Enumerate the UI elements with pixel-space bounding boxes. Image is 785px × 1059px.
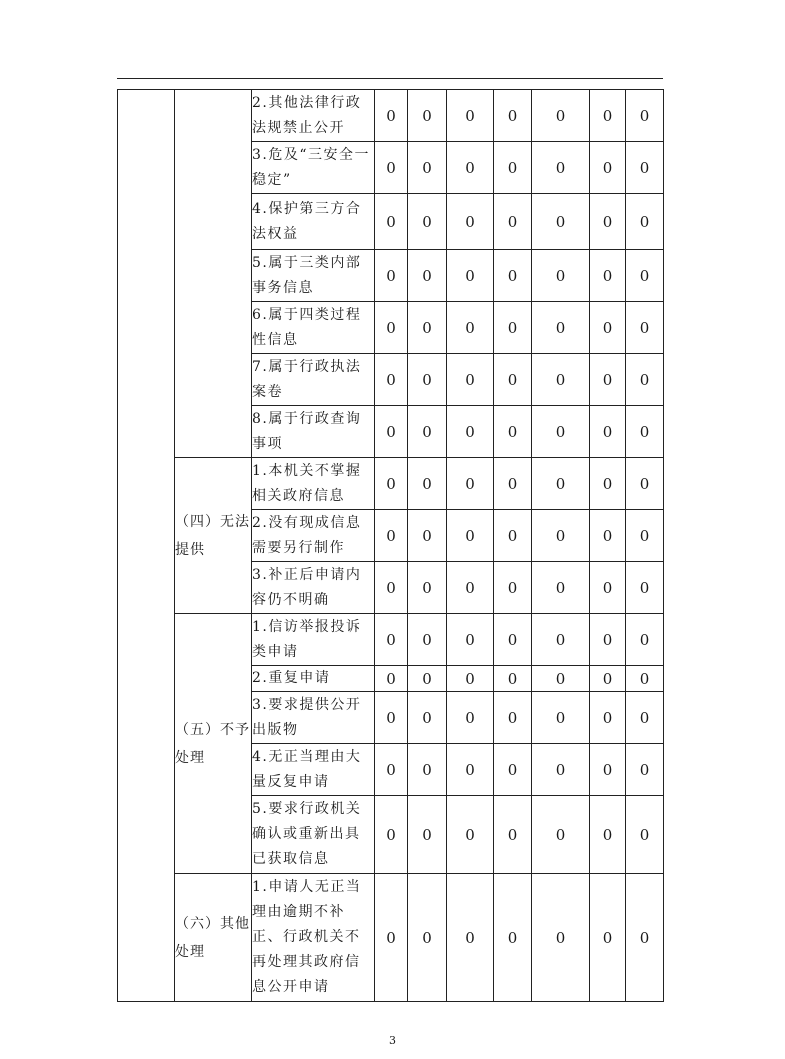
- value-cell: 0: [375, 406, 408, 458]
- value-cell: 0: [447, 666, 494, 692]
- value-cell: 0: [375, 692, 408, 744]
- value-cell: 0: [626, 90, 664, 142]
- row-label: 1.申请人无正当理由逾期不补正、行政机关不再处理其政府信息公开申请: [252, 874, 375, 1002]
- value-cell: 0: [408, 354, 447, 406]
- value-cell: 0: [408, 458, 447, 510]
- value-cell: 0: [590, 250, 626, 302]
- value-cell: 0: [494, 666, 532, 692]
- value-cell: 0: [532, 692, 590, 744]
- value-cell: 0: [408, 744, 447, 796]
- value-cell: 0: [408, 562, 447, 614]
- category-cell: （五）不予处理: [175, 614, 252, 874]
- row-label: 4.无正当理由大量反复申请: [252, 744, 375, 796]
- value-cell: 0: [494, 510, 532, 562]
- row-label: 6.属于四类过程性信息: [252, 302, 375, 354]
- value-cell: 0: [447, 458, 494, 510]
- value-cell: 0: [447, 250, 494, 302]
- value-cell: 0: [590, 874, 626, 1002]
- value-cell: 0: [494, 250, 532, 302]
- page-number: 3: [389, 1034, 396, 1047]
- value-cell: 0: [626, 510, 664, 562]
- row-label: 3.补正后申请内容仍不明确: [252, 562, 375, 614]
- value-cell: 0: [494, 142, 532, 194]
- value-cell: 0: [590, 142, 626, 194]
- category-cell: （六）其他处理: [175, 874, 252, 1002]
- value-cell: 0: [494, 562, 532, 614]
- value-cell: 0: [494, 614, 532, 666]
- value-cell: 0: [447, 302, 494, 354]
- value-cell: 0: [375, 666, 408, 692]
- row-label: 5.要求行政机关确认或重新出具已获取信息: [252, 796, 375, 874]
- value-cell: 0: [590, 692, 626, 744]
- category-cell: [175, 90, 252, 458]
- value-cell: 0: [532, 744, 590, 796]
- table-row: [118, 90, 664, 142]
- value-cell: 0: [626, 194, 664, 250]
- value-cell: 0: [375, 142, 408, 194]
- value-cell: 0: [532, 666, 590, 692]
- value-cell: 0: [447, 744, 494, 796]
- value-cell: 0: [494, 354, 532, 406]
- value-cell: 0: [590, 302, 626, 354]
- value-cell: 0: [375, 90, 408, 142]
- value-cell: 0: [626, 302, 664, 354]
- value-cell: 0: [494, 90, 532, 142]
- value-cell: 0: [626, 666, 664, 692]
- value-cell: 0: [532, 354, 590, 406]
- value-cell: 0: [494, 744, 532, 796]
- value-cell: 0: [626, 142, 664, 194]
- value-cell: 0: [375, 744, 408, 796]
- value-cell: 0: [375, 458, 408, 510]
- value-cell: 0: [626, 562, 664, 614]
- value-cell: 0: [590, 614, 626, 666]
- value-cell: 0: [626, 796, 664, 874]
- row-label: 1.本机关不掌握相关政府信息: [252, 458, 375, 510]
- value-cell: 0: [532, 796, 590, 874]
- value-cell: 0: [447, 406, 494, 458]
- value-cell: 0: [626, 744, 664, 796]
- value-cell: 0: [375, 354, 408, 406]
- value-cell: 0: [408, 692, 447, 744]
- category-cell: （四）无法提供: [175, 458, 252, 614]
- row-label: 4.保护第三方合法权益: [252, 194, 375, 250]
- row-label: 5.属于三类内部事务信息: [252, 250, 375, 302]
- row-label: 2.没有现成信息需要另行制作: [252, 510, 375, 562]
- value-cell: 0: [408, 666, 447, 692]
- value-cell: 0: [494, 692, 532, 744]
- value-cell: 0: [494, 194, 532, 250]
- value-cell: 0: [590, 796, 626, 874]
- value-cell: 0: [494, 406, 532, 458]
- value-cell: 0: [626, 874, 664, 1002]
- value-cell: 0: [494, 458, 532, 510]
- table-row: [118, 874, 664, 1002]
- row-label: 7.属于行政执法案卷: [252, 354, 375, 406]
- value-cell: 0: [408, 510, 447, 562]
- value-cell: 0: [532, 510, 590, 562]
- row-label: 8.属于行政查询事项: [252, 406, 375, 458]
- value-cell: 0: [375, 510, 408, 562]
- value-cell: 0: [408, 796, 447, 874]
- value-cell: 0: [447, 614, 494, 666]
- value-cell: 0: [375, 302, 408, 354]
- value-cell: 0: [532, 302, 590, 354]
- disclosure-results-table: [117, 89, 664, 1002]
- value-cell: 0: [532, 458, 590, 510]
- value-cell: 0: [626, 614, 664, 666]
- value-cell: 0: [590, 458, 626, 510]
- value-cell: 0: [375, 562, 408, 614]
- value-cell: 0: [447, 90, 494, 142]
- value-cell: 0: [375, 796, 408, 874]
- value-cell: 0: [532, 406, 590, 458]
- row-label: 3.要求提供公开出版物: [252, 692, 375, 744]
- value-cell: 0: [408, 614, 447, 666]
- value-cell: 0: [408, 302, 447, 354]
- value-cell: 0: [494, 302, 532, 354]
- value-cell: 0: [626, 354, 664, 406]
- value-cell: 0: [590, 562, 626, 614]
- value-cell: 0: [532, 874, 590, 1002]
- value-cell: 0: [375, 250, 408, 302]
- value-cell: 0: [494, 874, 532, 1002]
- value-cell: 0: [532, 90, 590, 142]
- value-cell: 0: [375, 194, 408, 250]
- header-rule: [117, 78, 663, 79]
- value-cell: 0: [626, 692, 664, 744]
- row-label: 3.危及“三安全一稳定”: [252, 142, 375, 194]
- row-label: 1.信访举报投诉类申请: [252, 614, 375, 666]
- value-cell: 0: [447, 562, 494, 614]
- value-cell: 0: [447, 354, 494, 406]
- value-cell: 0: [532, 194, 590, 250]
- value-cell: 0: [447, 510, 494, 562]
- value-cell: 0: [626, 250, 664, 302]
- value-cell: 0: [532, 142, 590, 194]
- value-cell: 0: [590, 406, 626, 458]
- value-cell: 0: [590, 510, 626, 562]
- value-cell: 0: [626, 406, 664, 458]
- value-cell: 0: [408, 874, 447, 1002]
- value-cell: 0: [590, 666, 626, 692]
- value-cell: 0: [408, 90, 447, 142]
- value-cell: 0: [590, 354, 626, 406]
- outer-category-cell: [118, 90, 175, 1002]
- value-cell: 0: [494, 796, 532, 874]
- value-cell: 0: [626, 458, 664, 510]
- value-cell: 0: [532, 250, 590, 302]
- value-cell: 0: [447, 142, 494, 194]
- value-cell: 0: [532, 562, 590, 614]
- value-cell: 0: [447, 796, 494, 874]
- table-row: [118, 458, 664, 510]
- value-cell: 0: [408, 194, 447, 250]
- value-cell: 0: [590, 90, 626, 142]
- value-cell: 0: [408, 142, 447, 194]
- table-row: [118, 614, 664, 666]
- value-cell: 0: [590, 194, 626, 250]
- value-cell: 0: [408, 406, 447, 458]
- row-label: 2.重复申请: [252, 666, 375, 692]
- row-label: 2.其他法律行政法规禁止公开: [252, 90, 375, 142]
- value-cell: 0: [375, 874, 408, 1002]
- value-cell: 0: [590, 744, 626, 796]
- value-cell: 0: [447, 692, 494, 744]
- value-cell: 0: [408, 250, 447, 302]
- value-cell: 0: [375, 614, 408, 666]
- value-cell: 0: [532, 614, 590, 666]
- value-cell: 0: [447, 194, 494, 250]
- value-cell: 0: [447, 874, 494, 1002]
